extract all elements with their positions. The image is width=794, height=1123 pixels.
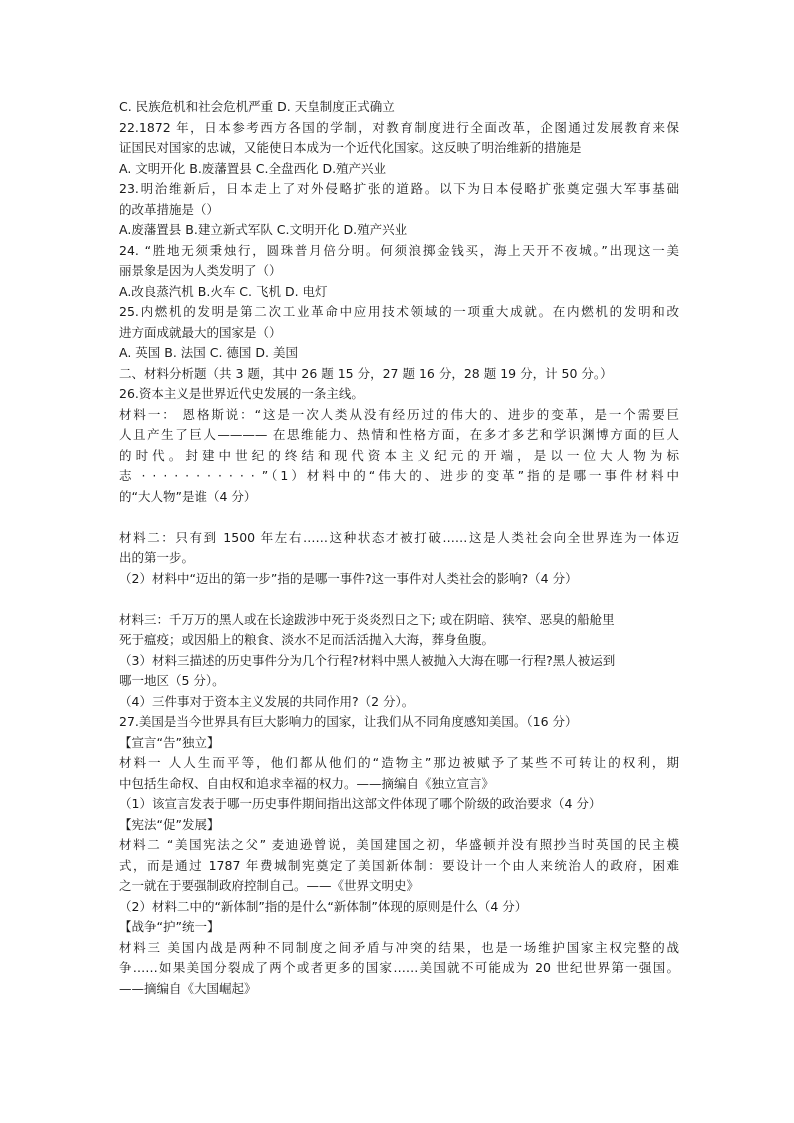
text-line: 的“大人物”是谁（4 分）	[119, 488, 257, 504]
text-line: 【宣言“告”独立】	[119, 734, 220, 750]
text-line: 出的第一步。	[119, 550, 195, 565]
text-line: （4）三件事对于资本主义发展的共同作用?（2 分）。	[119, 693, 415, 709]
text-line: （2）材料中“迈出的第一步”指的是哪一事件?这一事件对人类社会的影响?（4 分）	[119, 570, 578, 586]
text-line: 二、材料分析题（共 3 题，其中 26 题 15 分，27 题 16 分，28 题 19 分，计 50 分。）	[119, 365, 613, 381]
text-line: 之一就在于要强制政府控制自己。——《世界文明史》	[119, 878, 420, 893]
text-line: 27.美国是当今世界具有巨大影响力的国家，让我们从不同角度感知美国。（16 分）	[119, 714, 578, 729]
text-line: 材料一 人人生而平等，他们都从他们的“造物主”那边被赋予了某些不可转让的权利，期	[119, 755, 679, 770]
text-line: 23.明治维新后，日本走上了对外侵略扩张的道路。以下为日本侵略扩张奠定强大军事基础	[119, 181, 679, 196]
text-line: 材料三：千万万的黑人或在长途跋涉中死于炎炎烈日之下; 或在阴暗、狭窄、恶臭的船舱里	[119, 611, 615, 627]
text-line: 人且产生了巨人———— 在思维能力、热情和性格方面，在多才多艺和学识渊博方面的巨人	[119, 427, 679, 442]
text-line: A.废藩置县 B.建立新式军队 C.文明开化 D.殖产兴业	[119, 222, 408, 237]
text-line: 【战争“护”统一】	[119, 919, 220, 934]
text-line: 材料二：只有到 1500 年左右……这种状态才被打破……这是人类社会向全世界连为一体迈	[119, 529, 679, 545]
text-line: 证国民对国家的忠诚，又能使日本成为一个近代化国家。这反映了明治维新的措施是	[119, 140, 582, 155]
text-line: 争……如果美国分裂成了两个或者更多的国家……美国就不可能成为 20 世纪世界第一强国。	[119, 960, 679, 975]
text-line: 的时代。封建中世纪的终结和现代资本主义纪元的开端，是以一位大人物为标	[119, 447, 679, 463]
blank-line	[119, 589, 679, 610]
text-line: 志 · · · · · · · · · · · ”（1）材料中的“伟大的、进步的变革”指的是哪一事件材料中	[119, 468, 679, 483]
text-line: 哪一地区（5 分）。	[119, 673, 225, 688]
text-line: 中包括生命权、自由权和追求幸福的权力。——摘编自《独立宣言》	[119, 775, 495, 791]
text-line: 【宪法“促”发展】	[119, 816, 220, 832]
text-line: （2）材料二中的“新体制”指的是什么“新体制”体现的原则是什么（4 分）	[119, 898, 528, 914]
text-line: 24. “胜地无须秉烛行，圆珠普月倍分明。何须浪掷金钱买，海上天开不夜城。”出现这一美	[119, 242, 679, 258]
document-page	[119, 97, 679, 999]
text-line: 材料一： 恩格斯说：“这是一次人类从没有经历过的伟大的、进步的变革，是一个需要巨	[119, 406, 679, 422]
text-line: （1）该宣言发表于哪一历史事件期间指出这部文件体现了哪个阶级的政治要求（4 分）	[119, 796, 602, 811]
text-line: （3）材料三描述的历史事件分为几个行程?材料中黑人被抛入大海在哪一行程?黑人被运到	[119, 652, 616, 668]
text-line: 式，而是通过 1787 年费城制宪奠定了美国新体制：要设计一个由人来统治人的政府，困难	[119, 857, 679, 873]
text-line: 进方面成就最大的国家是（）	[119, 324, 282, 340]
text-line: ——摘编自《大国崛起》	[119, 980, 257, 996]
text-line: A. 英国 B. 法国 C. 德国 D. 美国	[119, 345, 298, 360]
text-line: C. 民族危机和社会危机严重 D. 天皇制度正式确立	[119, 99, 395, 114]
text-line: 26.资本主义是世界近代史发展的一条主线。	[119, 386, 364, 401]
text-line: 死于瘟疫；或因船上的粮食、淡水不足而活活抛入大海，葬身鱼腹。	[119, 632, 495, 647]
text-line: A.改良蒸汽机 B.火车 C. 飞机 D. 电灯	[119, 283, 328, 299]
text-line: 材料二 “美国宪法之父” 麦迪逊曾说，美国建国之初，华盛顿并没有照抄当时英国的民主模	[119, 837, 679, 852]
text-line: 材料三 美国内战是两种不同制度之间矛盾与冲突的结果，也是一场维护国家主权完整的战	[119, 939, 679, 955]
blank-line	[119, 507, 679, 528]
text-line: 的改革措施是（）	[119, 201, 220, 217]
text-line: 丽景象是因为人类发明了（）	[119, 263, 282, 278]
text-line: 22.1872 年，日本参考西方各国的学制，对教育制度进行全面改革，企图通过发展教育来保	[119, 119, 679, 135]
text-line: 25.内燃机的发明是第二次工业革命中应用技术领域的一项重大成就。在内燃机的发明和改	[119, 304, 679, 319]
text-line: A. 文明开化 B.废藩置县 C.全盘西化 D.殖产兴业	[119, 160, 387, 176]
